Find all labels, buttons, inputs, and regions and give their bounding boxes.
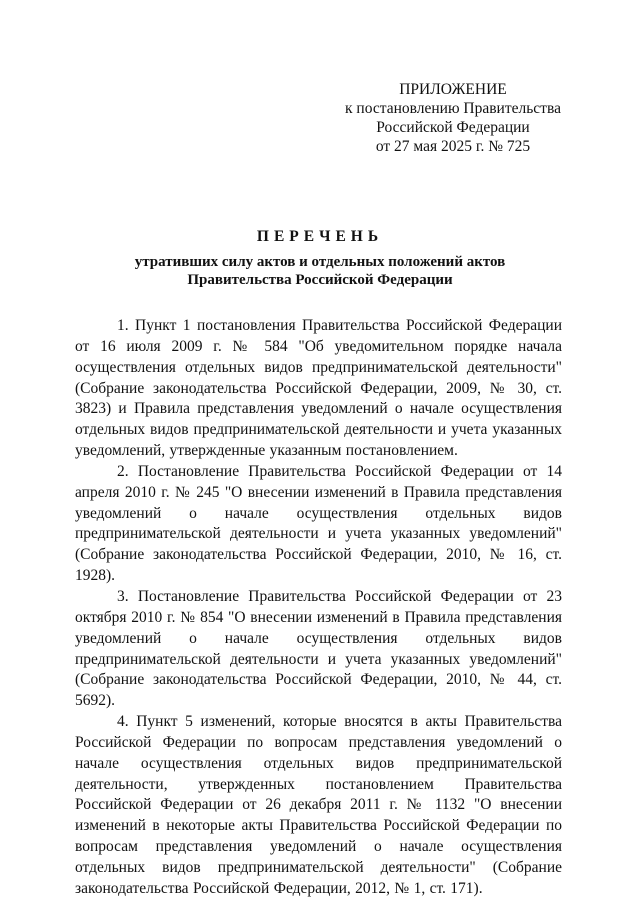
subtitle-line-1: утративших силу актов и отдельных положений актов bbox=[134, 254, 506, 270]
list-item-3: 3. Постановление Правительства Российской Федерации от 23 октября 2010 г. № 854 "О внесении изменений в Правила представления уведомлений о начале осуществления отдельных видов предпринимательской деятельности и учета указанных уведомлений" (Собрание законодательства Российской Федерации, 2010, № 44, ст. 5692). bbox=[75, 587, 562, 710]
subtitle-line-2: Правительства Российской Федерации bbox=[187, 272, 453, 288]
list-item-4: 4. Пункт 5 изменений, которые вносятся в акты Правительства Российской Федерации по вопросам представления уведомлений о начале осуществления отдельных видов предпринимательской деятельности, утвержденных постановлением Правительства Российской Федерации от 26 декабря 2011 г. № 1132 "О внесении изменений в некоторые акты Правительства Российской Федерации по вопросам представления уведомлений о начале осуществления отдельных видов предпринимательской деятельности" (Собрание законодательства Российской Федерации, 2012, № 1, ст. 171). bbox=[75, 713, 562, 897]
appendix-line-2: Российской Федерации bbox=[376, 119, 530, 136]
list-item-1: 1. Пункт 1 постановления Правительства Российской Федерации от 16 июля 2009 г. № 584 "Об уведомительном порядке начала осуществления отдельных видов предпринимательской деятельности" (Собрание законодательства Российской Федерации, 2009, № 30, ст. 3823) и Правила представления уведомлений о начале осуществления отдельных видов предпринимательской деятельности и учета указанных уведомлений, утвержденные указанным постановлением. bbox=[75, 317, 562, 460]
appendix-line-3: от 27 мая 2025 г. № 725 bbox=[375, 138, 531, 155]
list-item-2: 2. Постановление Правительства Российской Федерации от 14 апреля 2010 г. № 245 "О внесении изменений в Правила представления уведомлений о начале осуществления отдельных видов предпринимательской деятельности и учета указанных уведомлений" (Собрание законодательства Российской Федерации, 2010, № 16, ст. 1928). bbox=[75, 462, 562, 585]
appendix-line-1: к постановлению Правительства bbox=[345, 100, 561, 117]
appendix-header bbox=[340, 80, 566, 156]
document-title: ПЕРЕЧЕНЬ bbox=[256, 228, 384, 245]
appendix-label: ПРИЛОЖЕНИЕ bbox=[399, 81, 507, 98]
document-body bbox=[75, 316, 562, 900]
document-subtitle bbox=[0, 253, 640, 289]
